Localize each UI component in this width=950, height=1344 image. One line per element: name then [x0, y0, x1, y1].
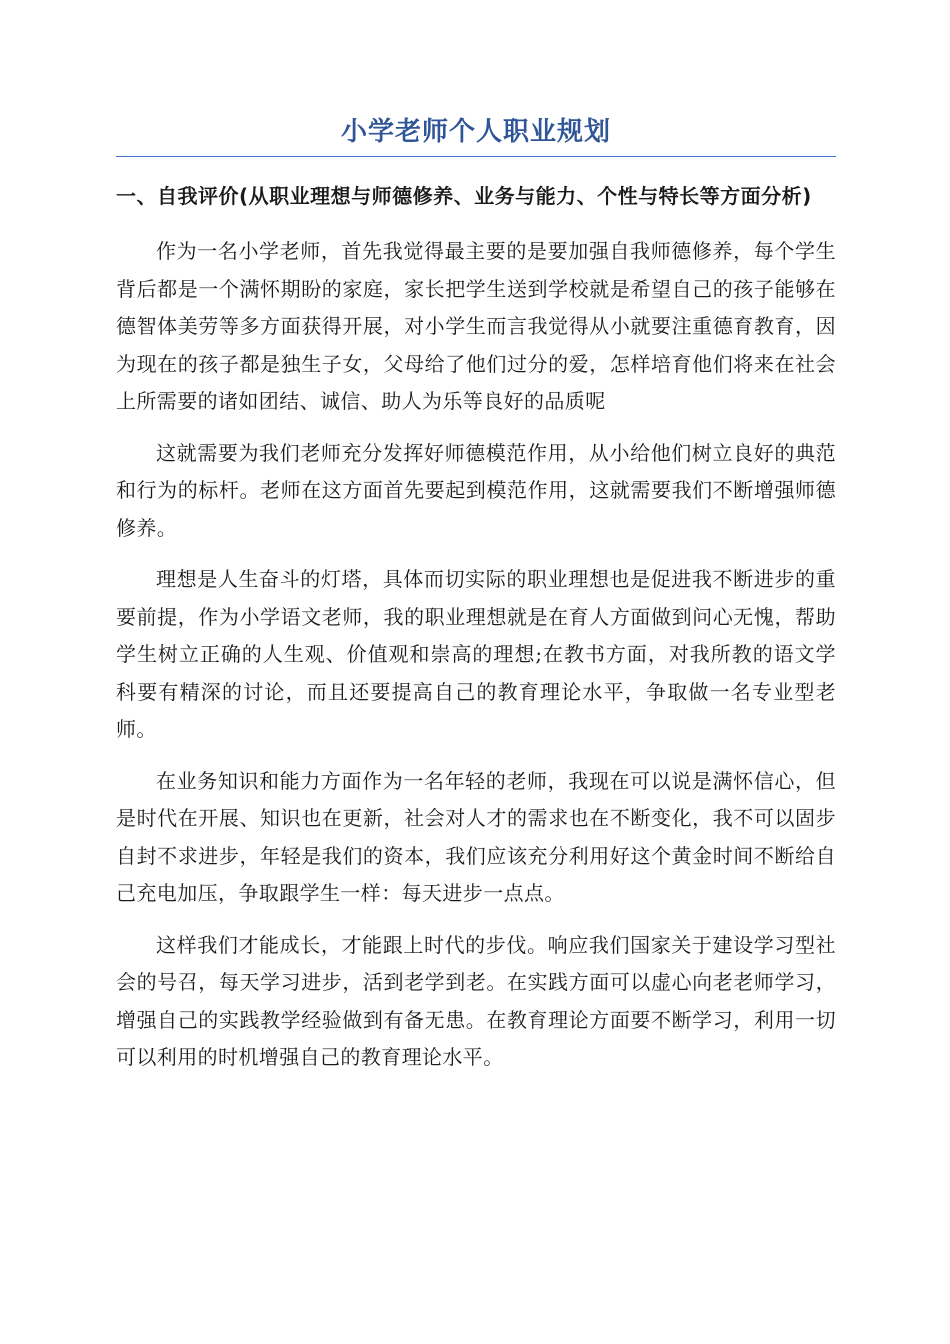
body-paragraph: 理想是人生奋斗的灯塔，具体而切实际的职业理想也是促进我不断进步的重要前提，作为小学语文老师，我的职业理想就是在育人方面做到问心无愧，帮助学生树立正确的人生观、价值观和崇高的理想;在教书方面，对我所教的语文学科要有精深的讨论，而且还要提高自己的教育理论水平，争取做一名专业型老师。 — [116, 567, 836, 741]
body-paragraph: 作为一名小学老师，首先我觉得最主要的是要加强自我师德修养，每个学生背后都是一个满怀期盼的家庭，家长把学生送到学校就是希望自己的孩子能够在德智体美劳等多方面获得开展，对小学生而言我觉得从小就要注重德育教育，因为现在的孩子都是独生子女，父母给了他们过分的爱，怎样培育他们将来在社会上所需要的诸如团结、诚信、助人为乐等良好的品质呢 — [116, 239, 836, 413]
body-paragraph: 这样我们才能成长，才能跟上时代的步伐。响应我们国家关于建设学习型社会的号召，每天学习进步，活到老学到老。在实践方面可以虚心向老老师学习，增强自己的实践教学经验做到有备无患。在教育理论方面要不断学习，利用一切可以利用的时机增强自己的教育理论水平。 — [116, 932, 836, 1069]
document-page — [116, 110, 836, 1077]
document-title: 小学老师个人职业规划 — [116, 110, 836, 157]
body-paragraph: 在业务知识和能力方面作为一名年轻的老师，我现在可以说是满怀信心，但是时代在开展、知识也在更新，社会对人才的需求也在不断变化，我不可以固步自封不求进步，年轻是我们的资本，我们应该充分利用好这个黄金时间不断给自己充电加压，争取跟学生一样：每天进步一点点。 — [116, 768, 836, 905]
body-paragraph: 这就需要为我们老师充分发挥好师德模范作用，从小给他们树立良好的典范和行为的标杆。老师在这方面首先要起到模范作用，这就需要我们不断增强师德修养。 — [116, 440, 836, 540]
section-heading: 一、自我评价(从职业理想与师德修养、业务与能力、个性与特长等方面分析) — [116, 184, 812, 208]
